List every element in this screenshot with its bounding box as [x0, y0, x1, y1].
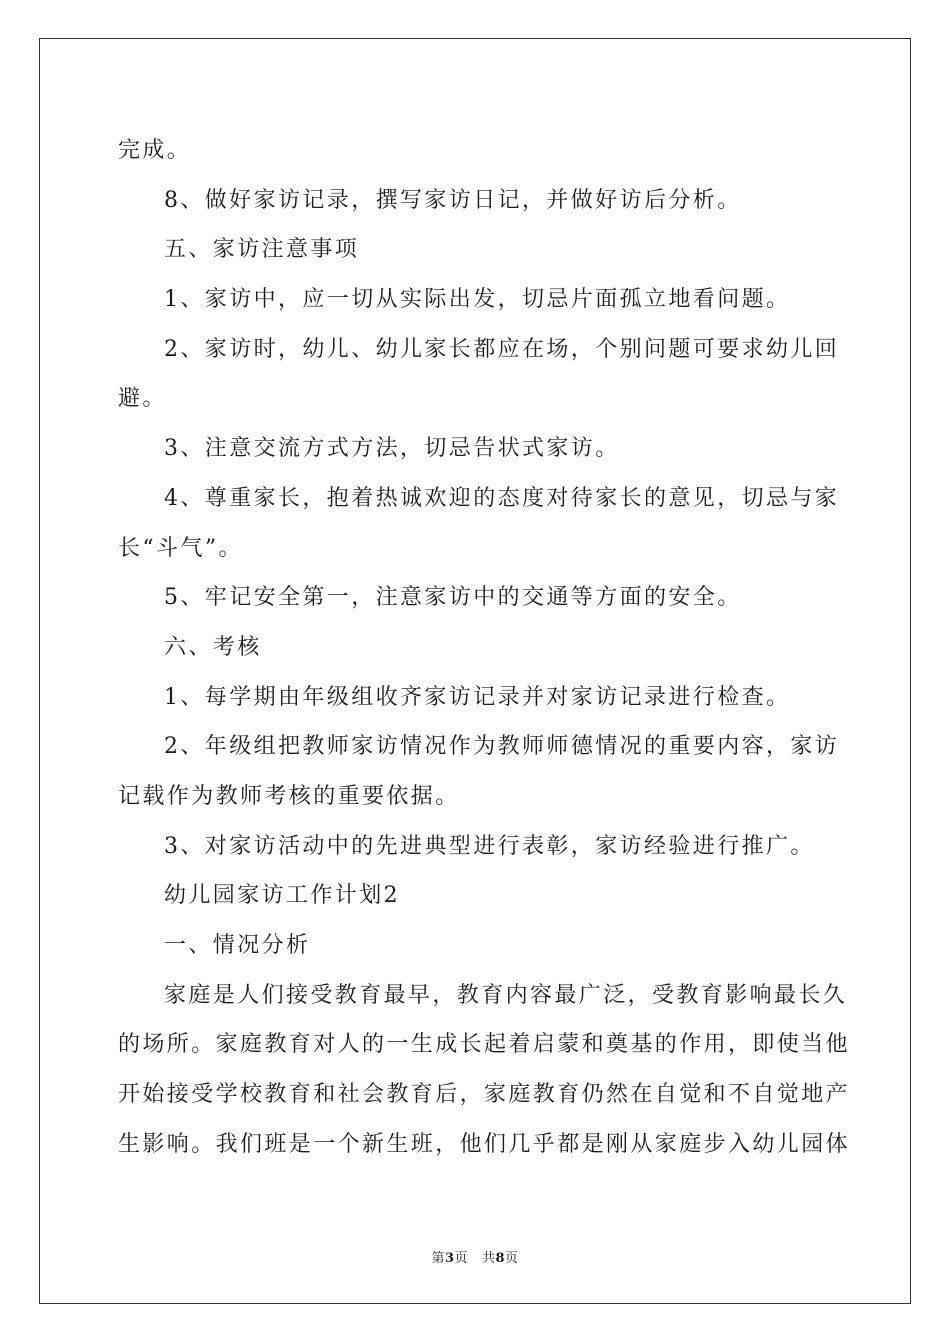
text-line: 4、尊重家长，抱着热诚欢迎的态度对待家长的意见，切忌与家 [164, 485, 840, 511]
text-line: 避。 [118, 386, 167, 412]
document-body [118, 126, 851, 1169]
page-current: 3 [444, 1251, 455, 1266]
text-line: 完成。 [118, 138, 192, 163]
text-line: 3、注意交流方式方法，切忌告状式家访。 [164, 436, 620, 462]
section-heading: 五、家访注意事项 [164, 237, 360, 263]
text-line: 开始接受学校教育和社会教育后，家庭教育仍然在自觉和不自觉地产 [118, 1082, 851, 1108]
page-footer [0, 1247, 950, 1266]
page-total: 8 [495, 1251, 506, 1266]
text-line: 2、家访时，幼儿、幼儿家长都应在场，个别问题可要求幼儿回 [164, 336, 840, 362]
document-title: 幼儿园家访工作计划2 [164, 883, 400, 909]
text-line: 2、年级组把教师家访情况作为教师师德情况的重要内容，家访 [164, 734, 840, 760]
total-unit: 页 [505, 1251, 519, 1266]
page-unit: 页 [454, 1251, 469, 1266]
total-prefix: 共 [481, 1251, 496, 1266]
section-heading: 一、情况分析 [164, 933, 311, 958]
text-line: 记载作为教师考核的重要依据。 [118, 783, 460, 809]
text-line: 3、对家访活动中的先进典型进行表彰，家访经验进行推广。 [164, 833, 815, 859]
text-line: 的场所。家庭教育对人的一生成长起着启蒙和奠基的作用，即使当他 [118, 1032, 851, 1058]
text-line: 长“斗气”。 [118, 535, 243, 561]
text-line: 家庭是人们接受教育最早，教育内容最广泛，受教育影响最长久 [164, 982, 848, 1008]
text-line: 生影响。我们班是一个新生班，他们几乎都是刚从家庭步入幼儿园体 [118, 1131, 851, 1157]
text-line: 1、家访中，应一切从实际出发，切忌片面孤立地看问题。 [164, 287, 791, 313]
section-heading: 六、考核 [164, 634, 262, 660]
text-line: 8、做好家访记录，撰写家访日记，并做好访后分析。 [164, 187, 742, 213]
text-line: 5、牢记安全第一，注意家访中的交通等方面的安全。 [164, 585, 742, 611]
text-line: 1、每学期由年级组收齐家访记录并对家访记录进行检查。 [164, 684, 791, 710]
page-prefix: 第 [431, 1251, 445, 1266]
